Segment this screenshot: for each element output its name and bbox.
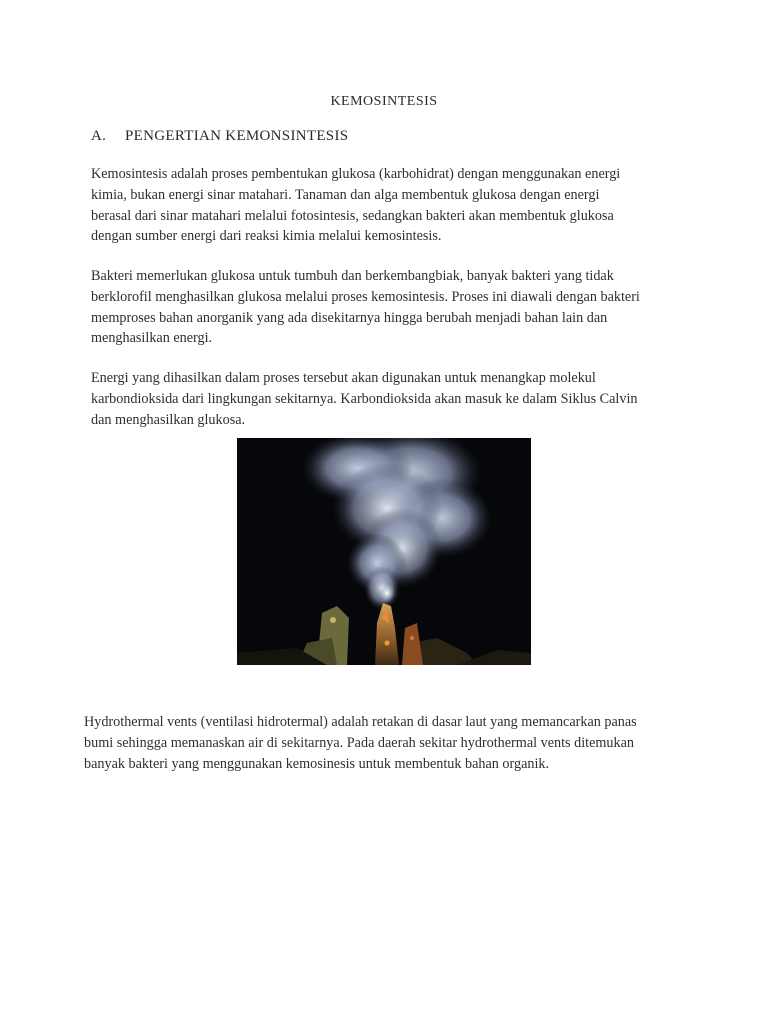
section-heading [91, 128, 348, 145]
paragraph-definition: Kemosintesis adalah proses pembentukan glukosa (karbohidrat) dengan menggunakan energi kimia, bukan energi sinar matahari. Tanaman dan alga membentuk glukosa dengan energi berasal dari sinar matahari melalui fotosintesis, sedangkan bakteri akan membentuk glukosa dengan sumber energi dari reaksi kimia melalui kemosintesis. [91, 166, 621, 245]
paragraph-hydrothermal-vents: Hydrothermal vents (ventilasi hidrotermal) adalah retakan di dasar laut yang memancarkan panas bumi sehingga memanaskan air di sekitarnya. Pada daerah sekitar hydrothermal vents ditemukan banyak bakteri yang menggunakan kemosinesis untuk membentuk bahan organik. [84, 714, 637, 772]
paragraph-bacteria: Bakteri memerlukan glukosa untuk tumbuh dan berkembangbiak, banyak bakteri yang tidak berklorofil menghasilkan glukosa melalui proses kemosintesis. Proses ini diawali dengan bakteri memproses bahan anorganik yang ada disekitarnya hingga berubah menjadi bahan lain dan menghasilkan energi. [91, 268, 640, 347]
section-heading-text: PENGERTIAN KEMONSINTESIS [125, 128, 349, 144]
section-number: A. [91, 128, 107, 144]
document-title: KEMOSINTESIS [330, 94, 438, 109]
paragraph-energy: Energi yang dihasilkan dalam proses tersebut akan digunakan untuk menangkap molekul karbondioksida dari lingkungan sekitarnya. Karbondioksida akan masuk ke dalam Siklus Calvin dan menghasilkan glukosa. [91, 370, 638, 428]
hydrothermal-vent-photo [237, 438, 531, 665]
